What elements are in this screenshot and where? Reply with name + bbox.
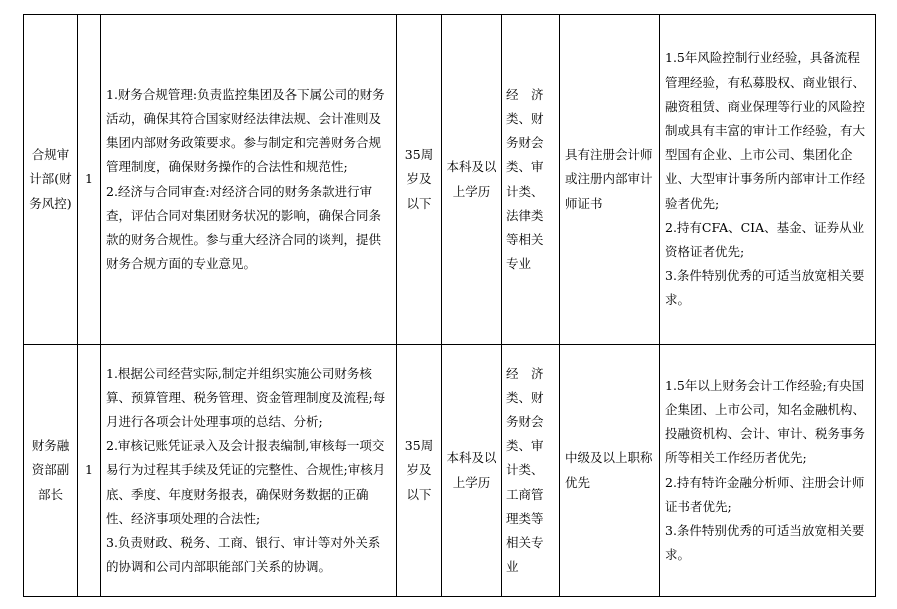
requirement-item: 1.5年风险控制行业经验，具备流程管理经验，有私募股权、商业银行、融资租赁、商业保理等行业的风险控制或具有丰富的审计工作经验，有大型国有企业、上市公司、集团化企业、大型审计事务所内部审计工作经验者优先; <box>665 50 866 211</box>
duty-item: 1.根据公司经营实际,制定并组织实施公司财务核算、预算管理、税务管理、资金管理制度及流程;每月进行各项会计处理事项的总结、分析; <box>106 365 386 429</box>
department-cell: 合规审计部(财务风控) <box>24 15 78 345</box>
headcount-cell: 1 <box>78 15 101 345</box>
table-row <box>24 15 876 345</box>
requirements-cell <box>660 345 876 597</box>
qualification-cell: 具有注册会计师或注册内部审计师证书 <box>560 15 660 345</box>
table-row <box>24 345 876 597</box>
duties-cell <box>101 345 397 597</box>
duty-item: 2.审核记账凭证录入及会计报表编制,审核每一项交易行为过程其手续及凭证的完整性、合规性;审核月底、季度、年度财务报表，确保财务数据的正确性、经济事项处理的合法性; <box>106 438 386 526</box>
education-cell: 本科及以上学历 <box>442 15 502 345</box>
job-requirements-table <box>23 14 876 597</box>
requirement-item: 1.5年以上财务会计工作经验;有央国企集团、上市公司，知名金融机构、投融资机构、会计、审计、税务事务所等相关工作经历者优先; <box>665 377 866 466</box>
age-cell: 35周岁及以下 <box>397 345 442 597</box>
duties-cell <box>101 15 397 345</box>
age-cell: 35周岁及以下 <box>397 15 442 345</box>
duty-item: 1.财务合规管理:负责监控集团及各下属公司的财务活动，确保其符合国家财经法律法规、会计准则及集团内部财务政策要求。参与制定和完善财务合规管理制度，确保财务操作的合法性和规范性; <box>106 86 385 175</box>
major-cell: 经 济类、财务财会类、审计类、法律类等相关专业 <box>502 15 560 345</box>
requirements-cell <box>660 15 876 345</box>
requirement-item: 3.条件特别优秀的可适当放宽相关要求。 <box>665 268 865 308</box>
major-cell: 经 济类、财务财会类、审计类、工商管理类等相关专业 <box>502 345 560 597</box>
education-cell: 本科及以上学历 <box>442 345 502 597</box>
requirement-item: 2.持有特许金融分析师、注册会计师证书者优先; <box>665 474 865 514</box>
headcount-cell: 1 <box>78 345 101 597</box>
department-cell: 财务融资部副部长 <box>24 345 78 597</box>
requirement-item: 3.条件特别优秀的可适当放宽相关要求。 <box>665 522 865 563</box>
duty-item: 2.经济与合同审查:对经济合同的财务条款进行审查，评估合同对集团财务状况的影响，确保合同条款的财务合规性。参与重大经济合同的谈判，提供财务合规方面的专业意见。 <box>106 183 382 272</box>
qualification-cell: 中级及以上职称优先 <box>560 345 660 597</box>
duty-item: 3.负责财政、税务、工商、银行、审计等对外关系的协调和公司内部职能部门关系的协调。 <box>106 535 381 575</box>
requirement-item: 2.持有CFA、CIA、基金、证券从业资格证者优先; <box>665 219 865 259</box>
